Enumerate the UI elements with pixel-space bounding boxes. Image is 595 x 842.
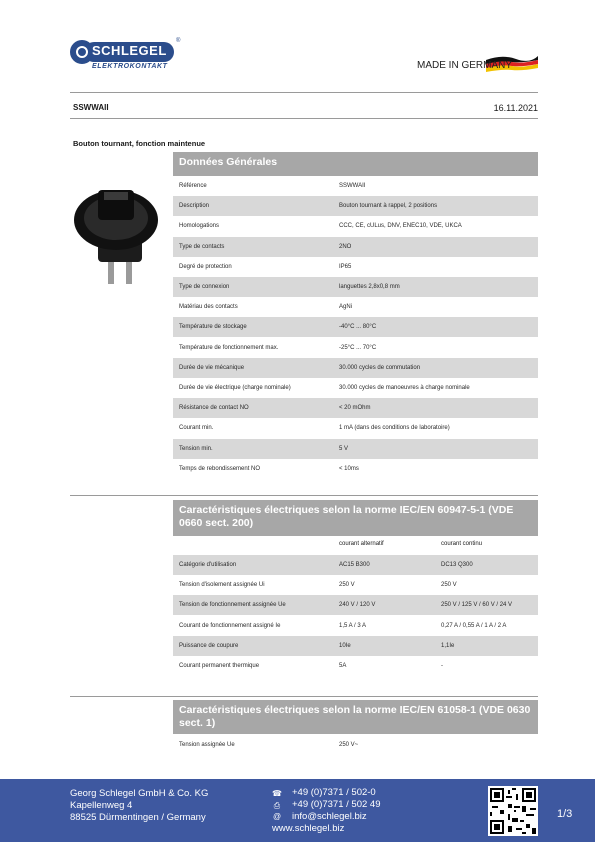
- electrical-61058-header: Caractéristiques électriques selon la norme IEC/EN 61058-1 (VDE 0630 sect. 1): [173, 700, 538, 734]
- table-row: [173, 216, 538, 236]
- dc-column-header: courant continu: [441, 541, 483, 547]
- ac-value: 240 V / 120 V: [339, 602, 376, 609]
- ac-column-header: courant alternatif: [339, 541, 384, 547]
- row-label: Temps de rebondissement NO: [179, 465, 261, 472]
- ac-value: 5A: [339, 663, 347, 669]
- row-label: Tension d'isolement assignée Ui: [179, 582, 265, 589]
- row-label: Description: [179, 203, 210, 210]
- document-id: SSWWAII: [73, 103, 109, 112]
- row-value: 1 mA (dans des conditions de laboratoire): [339, 425, 450, 432]
- row-value: CCC, CE, cULus, DNV, ENEC10, VDE, UKCA: [339, 223, 462, 230]
- table-row: [173, 575, 538, 595]
- table-row: [173, 378, 538, 398]
- current-type-headers: [173, 537, 538, 553]
- schlegel-logo: [70, 38, 181, 72]
- row-value: 5 V: [339, 445, 349, 452]
- table-row: [173, 317, 538, 337]
- qr-code: [488, 786, 538, 836]
- row-label: Courant de fonctionnement assigné Ie: [179, 622, 281, 629]
- header-divider: [70, 92, 538, 93]
- row-label: Durée de vie électrique (charge nominale): [179, 385, 291, 391]
- table-row: [173, 358, 538, 378]
- row-label: Homologations: [179, 223, 220, 230]
- dc-value: 250 V / 125 V / 60 V / 24 V: [441, 602, 513, 609]
- product-title: Bouton tournant, fonction maintenue: [73, 139, 206, 148]
- table-row: [173, 176, 538, 196]
- website-link[interactable]: www.schlegel.biz: [272, 823, 345, 834]
- page-number: 1/3: [557, 808, 573, 820]
- logo-name: SCHLEGEL: [92, 43, 167, 58]
- ac-value: 250 V: [339, 582, 355, 589]
- product-image: [68, 180, 164, 292]
- at-icon: @: [272, 812, 282, 821]
- row-value: < 10ms: [339, 465, 359, 472]
- phone-number: +49 (0)7371 / 502-0: [292, 787, 376, 798]
- fax-icon: ⎙: [273, 801, 281, 810]
- table-row: [173, 735, 538, 755]
- table-row: [173, 555, 538, 575]
- table-row: [173, 257, 538, 277]
- table-row: [173, 656, 538, 676]
- email-link[interactable]: info@schlegel.biz: [292, 811, 367, 822]
- row-value: languettes 2,8x0,8 mm: [339, 284, 400, 290]
- row-label: Courant min.: [179, 425, 214, 432]
- table-row: [173, 418, 538, 438]
- row-label: Type de contacts: [179, 243, 225, 250]
- row-value: -25°C ... 70°C: [339, 344, 377, 351]
- fax-number: +49 (0)7371 / 502 49: [292, 799, 381, 810]
- section-divider: [70, 495, 538, 496]
- phone-icon: ☎: [272, 789, 282, 798]
- row-label: Puissance de coupure: [179, 642, 239, 649]
- header-divider-2: [70, 118, 538, 119]
- dc-value: 1,1Ie: [441, 642, 455, 649]
- row-value: 30.000 cycles de manoeuvres à charge nominale: [339, 385, 470, 391]
- row-value: < 20 mOhm: [339, 405, 371, 412]
- table-row: [173, 297, 538, 317]
- row-value: 250 V~: [339, 742, 359, 748]
- general-section-header: Données Générales: [173, 152, 538, 176]
- dc-value: DC13 Q300: [441, 562, 473, 568]
- dc-value: -: [441, 663, 443, 669]
- company-name: Georg Schlegel GmbH & Co. KG: [70, 788, 209, 799]
- logo-registered-mark: ®: [176, 38, 181, 44]
- row-label: Degré de protection: [179, 263, 232, 270]
- footer: [0, 779, 595, 842]
- row-value: 2NO: [339, 243, 352, 250]
- row-label: Matériau des contacts: [179, 304, 238, 311]
- row-value: 30.000 cycles de commutation: [339, 364, 421, 371]
- row-label: Température de stockage: [179, 324, 247, 331]
- table-row: [173, 338, 538, 358]
- row-label: Durée de vie mécanique: [179, 364, 245, 371]
- row-value: -40°C ... 80°C: [339, 324, 377, 331]
- table-row: [173, 398, 538, 418]
- table-row: [173, 636, 538, 656]
- table-row: [173, 439, 538, 459]
- dc-value: 250 V: [441, 582, 457, 589]
- row-value: AgNi: [339, 304, 353, 311]
- dc-value: 0,27 A / 0,55 A / 1 A / 2 A: [441, 622, 507, 629]
- company-street: Kapellenweg 4: [70, 800, 133, 811]
- logo-subtitle: ELEKTROKONTAKT: [92, 63, 168, 70]
- row-label: Catégorie d'utilisation: [179, 562, 237, 568]
- ac-value: 1,5 A / 3 A: [339, 622, 367, 629]
- row-label: Tension min.: [179, 445, 213, 452]
- row-label: Tension de fonctionnement assignée Ue: [179, 602, 286, 609]
- table-row: [173, 459, 538, 479]
- row-label: Référence: [179, 183, 207, 189]
- made-in-label: MADE IN GERMANY: [417, 60, 513, 71]
- ac-value: AC15 B300: [339, 562, 370, 568]
- row-label: Température de fonctionnement max.: [179, 344, 279, 351]
- row-value: SSWWAII: [339, 183, 366, 189]
- table-row: [173, 616, 538, 636]
- table-row: [173, 237, 538, 257]
- table-row: [173, 277, 538, 297]
- row-label: Tension assignée Ue: [179, 742, 235, 748]
- company-city: 88525 Dürmentingen / Germany: [70, 812, 206, 823]
- row-label: Courant permanent thermique: [179, 663, 260, 669]
- row-value: Bouton tournant à rappel, 2 positions: [339, 203, 438, 210]
- electrical-60947-header: Caractéristiques électriques selon la norme IEC/EN 60947-5-1 (VDE 0660 sect. 200): [173, 500, 538, 536]
- row-label: Type de connexion: [179, 284, 230, 290]
- table-row: [173, 595, 538, 615]
- ac-value: 10Ie: [339, 642, 351, 649]
- row-value: IP65: [339, 263, 352, 270]
- document-date: 16.11.2021: [493, 103, 538, 113]
- row-label: Résistance de contact NO: [179, 405, 249, 412]
- table-row: [173, 196, 538, 216]
- section-divider: [70, 696, 538, 697]
